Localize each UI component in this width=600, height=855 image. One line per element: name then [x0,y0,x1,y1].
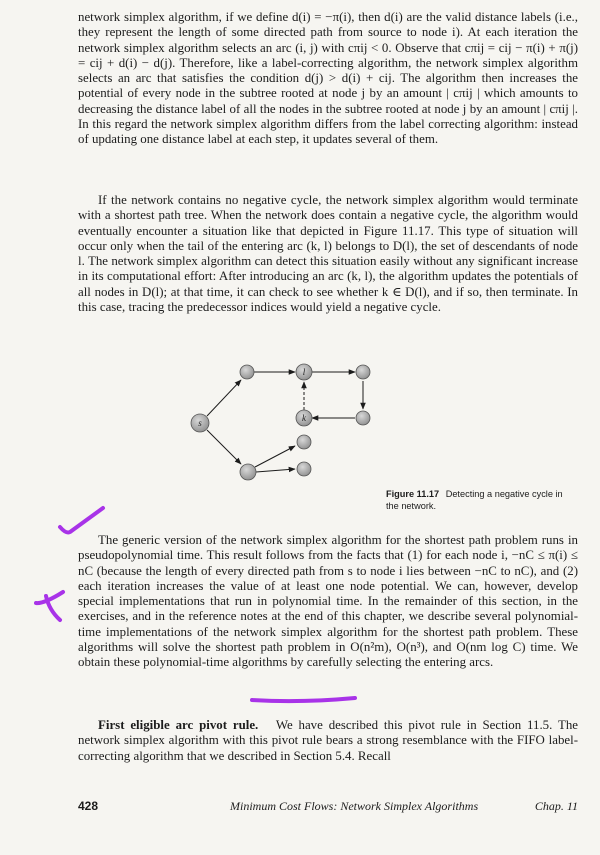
node-c [356,411,370,425]
pen-cross-stroke-2 [46,596,60,620]
pen-underline [252,698,355,701]
run-in-heading: First eligible arc pivot rule. [98,718,259,732]
paragraph-4 [78,718,578,764]
node-e [297,435,311,449]
node-d [240,464,256,480]
arc-s-a [207,380,241,416]
chapter-label: Chap. 11 [534,799,578,813]
figure-caption [386,488,576,512]
node-f [297,462,311,476]
paragraph-1: network simplex algorithm, if we define d(i) = −π(i), then d(i) are the valid distance labels (i.e., they represent the length of some directed path from source to node i). At each iteration the network simplex algorithm selects an arc (i, j) with cπij < 0. Observe that cπij = cij − π(i) + π(j) = cij + d(i) − d(j). Therefore, like a label-correcting algorithm, the network simplex algorithm selects an arc that satisfies the condition d(j) > d(i) + cij. The algorithm then increases the potential of every node in the subtree rooted at node j by an amount | cπij | which amounts to decreasing the distance label of all the nodes in the subtree rooted at node j by an amount | cπij |. In this regard the network simplex algorithm differs from the label correcting algorithm: instead of updating one distance label at each step, it updates several of them. [78,10,578,147]
node-b [356,365,370,379]
arc-s-d [207,430,241,464]
figure-caption-text: Detecting a negative cycle in the network. [386,489,563,511]
pen-checkmark [60,508,103,532]
page-number: 428 [78,799,99,813]
node-label-s: s [198,418,202,428]
page-footer [78,799,578,815]
network-figure [180,350,380,490]
pen-cross-stroke-1 [36,592,63,603]
arc-d-f [256,469,295,472]
paragraph-3: The generic version of the network simplex algorithm for the shortest path problem runs in pseudopolynomial time. This result follows from the facts that (1) for each node i, −nC ≤ π(i) ≤ nC (because the length of every directed path from s to node i lies between −nC to nC), and (2) each iteration increases the value of at least one node potential. We can, however, develop special implementations that run in polynomial time. In the remainder of this section, in the exercises, and in the reference notes at the end of this chapter, we describe several polynomial-time implementations of the network simplex algorithm for the shortest path problem. These algorithms will solve the shortest path problem in O(n²m), O(n³), and O(nm log C) time. We obtain these polynomial-time algorithms by carefully selecting the entering arcs. [78,533,578,670]
arc-d-e [255,446,295,467]
node-label-l: l [302,367,306,377]
figure-caption-label: Figure 11.17 [386,489,440,499]
node-label-k: k [302,413,306,423]
running-title: Minimum Cost Flows: Network Simplex Algorithms [230,799,479,813]
node-a [240,365,254,379]
paragraph-2: If the network contains no negative cycle, the network simplex algorithm would terminate with a shortest path tree. When the network does contain a negative cycle, the algorithm would eventually encounter a situation like that depicted in Figure 11.17. This type of situation will occur only when the tail of the entering arc (k, l) belongs to D(l), the set of descendants of node l. The network simplex algorithm can detect this situation easily without any significant increase in its computational effort: After introducing an arc (k, l), the algorithm updates the potentials of all nodes in D(l); at that time, it can check to see whether k ∈ D(l), and if so, then terminate. In this case, tracing the predecessor indices would yield a negative cycle. [78,193,578,315]
paragraph-4-body: We have described this pivot rule in Section 11.5. The network simplex algorithm with this pivot rule bears a strong resemblance with the FIFO label-correcting algorithm that we described in Section 5.4. Recall [78,718,578,763]
